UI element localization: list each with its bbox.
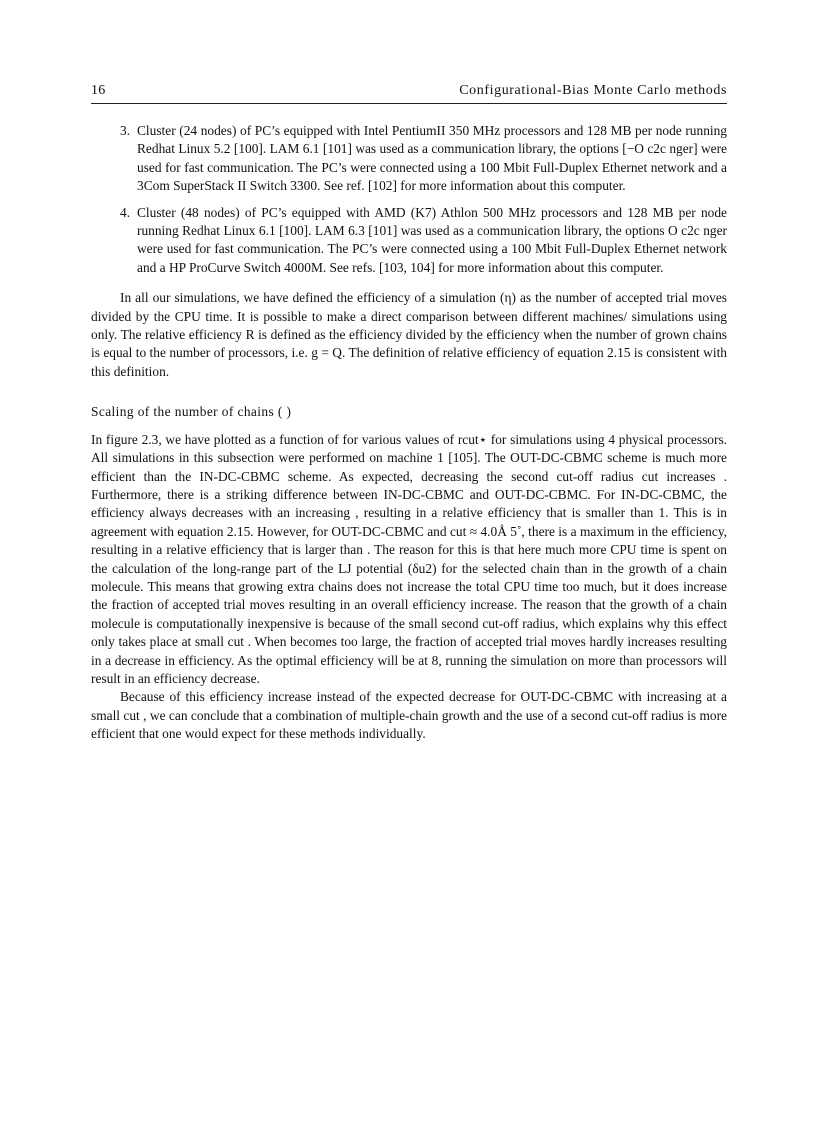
running-header xyxy=(91,83,727,104)
list-item-number: 4. xyxy=(120,204,131,220)
page-number: 16 xyxy=(91,83,106,98)
list-item-text: Cluster (48 nodes) of PC’s equipped with AMD (K7) Athlon 500 MHz processors and 128 MB per node running Redhat Linux 6.1 [100]. LAM 6.3 [101] was used as a communication library, the options O c2c nger were used for fast communication. The PC’s were connected using a 100 Mbit Full-Duplex Ethernet network and a HP ProCurve Switch 4000M. See refs. [103, 104] for more information about this computer. xyxy=(137,204,727,275)
list-item-text: Cluster (24 nodes) of PC’s equipped with Intel PentiumII 350 MHz processors and 128 MB per node running Redhat Linux 5.2 [100]. LAM 6.1 [101] was used as a communication library, the options [−O c2c nger] were used for fast communication. The PC’s were connected using a 100 Mbit Full-Duplex Ethernet network and a 3Com SuperStack II Switch 3300. See ref. [102] for more information about this computer. xyxy=(137,123,727,194)
scaling-paragraph: In figure 2.3, we have plotted as a function of for various values of rcut⋆ for simulations using 4 physical processors. All simulations in this subsection were performed on machine 1 [105]. The OUT-DC-CBMC scheme is much more efficient than the IN-DC-CBMC scheme. As expected, decreasing the second cut-off radius cut increases . Furthermore, there is a striking difference between IN-DC-CBMC and OUT-DC-CBMC. For IN-DC-CBMC, the efficiency always decreases with an increasing , resulting in a relative efficiency that is smaller than 1. This is in agreement with equation 2.15. However, for OUT-DC-CBMC and cut ≈ 4.0Å 5˚, there is a maximum in the efficiency, resulting in a relative efficiency that is larger than . The reason for this is that here much more CPU time is spent on the calculation of the long-range part of the LJ potential (δu2) for the selected chain than in the growth of a chain molecule. This means that growing extra chains does not increase the total CPU time too much, but it does increase the fraction of accepted trial moves resulting in an overall efficiency increase. The reason that the growth of a chain molecule is computationally inexpensive is because of the small second cut-off radius, which explains why this effect only takes place at small cut . When becomes too large, the fraction of accepted trial moves hardly increases resulting in a decrease in efficiency. As the optimal efficiency will be at 8, running the simulation on more than processors will result in an efficiency decrease. xyxy=(91,431,727,686)
subsection-heading: Scaling of the number of chains ( ) xyxy=(91,404,292,420)
running-title: Configurational-Bias Monte Carlo methods xyxy=(459,83,727,98)
efficiency-paragraph: In all our simulations, we have defined the efficiency of a simulation (η) as the number of accepted trial moves divided by the CPU time. It is possible to make a direct comparison between different machines/ simulations using only. The relative efficiency R is defined as the efficiency divided by the efficiency when the number of grown chains is equal to the number of processors, i.e. g = Q. The definition of relative efficiency of equation 2.15 is consistent with this definition. xyxy=(91,290,727,379)
list-item xyxy=(120,122,727,196)
list-item-number: 3. xyxy=(120,123,131,138)
conclusion-paragraph: Because of this efficiency increase instead of the expected decrease for OUT-DC-CBMC with increasing at a small cut , we can conclude that a combination of multiple-chain growth and the use of a second cut-off radius is more efficient that one would expect for these methods individually. xyxy=(91,689,727,742)
list-item xyxy=(120,204,727,278)
page-body xyxy=(91,122,727,744)
machine-list xyxy=(91,122,727,277)
